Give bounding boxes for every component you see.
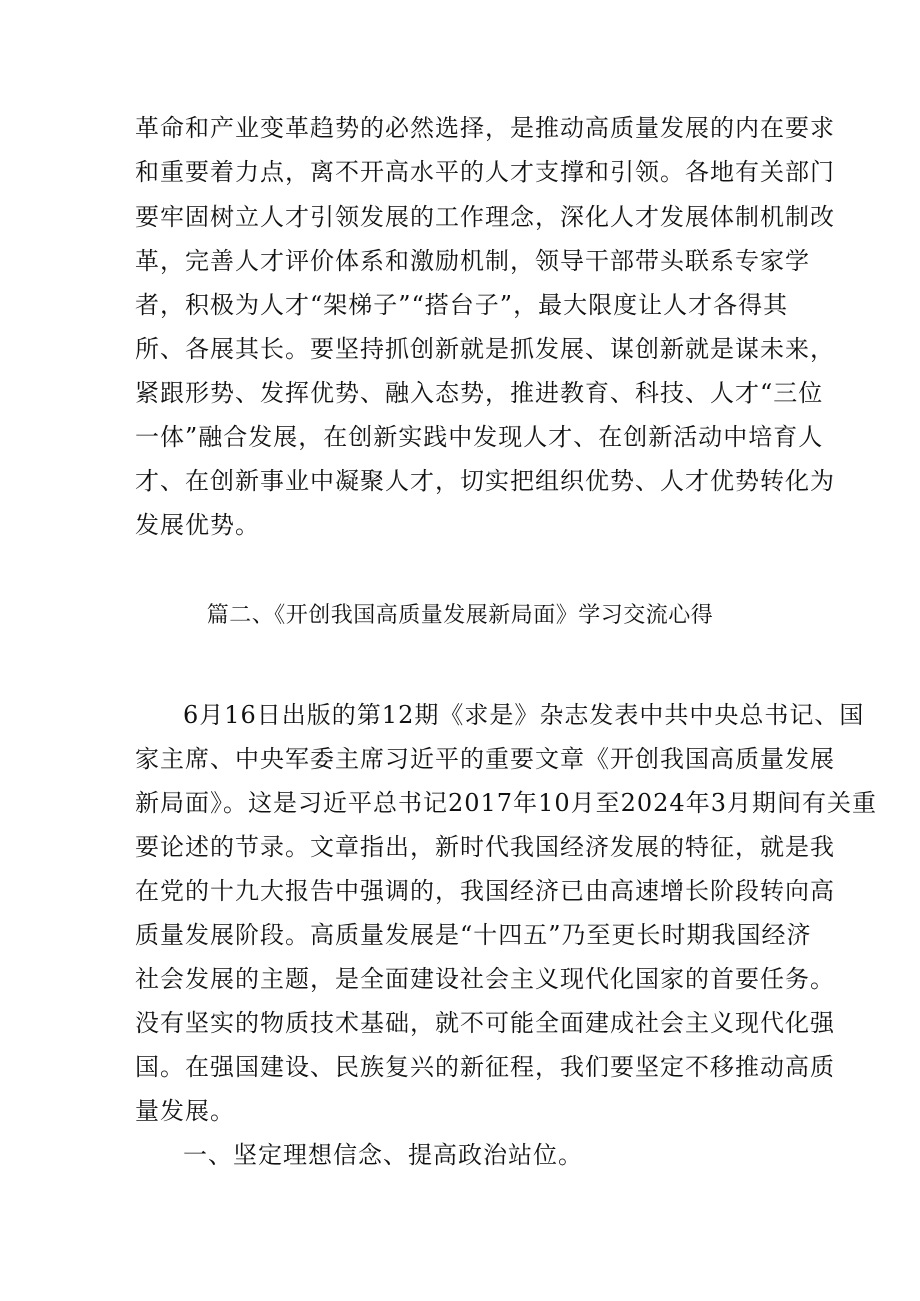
paragraph-line: 紧跟形势、发挥优势、融入态势，推进教育、科技、人才“三位 (135, 379, 824, 407)
subheading: 一、坚定理想信念、提高政治站位。 (183, 1141, 583, 1169)
paragraph-line: 者，积极为人才“架梯子”“搭台子”，最大限度让人才各得其 (135, 291, 789, 319)
paragraph-line: 才、在创新事业中凝聚人才，切实把组织优势、人才优势转化为 (135, 467, 835, 495)
section-title: 篇二、《开创我国高质量发展新局面》学习交流心得 (206, 603, 714, 628)
paragraph-line: 6月16日出版的第12期《求是》杂志发表中共中央总书记、国 (183, 701, 865, 729)
paragraph-line: 质量发展阶段。高质量发展是“十四五”乃至更长时期我国经济 (135, 921, 812, 949)
paragraph-line: 要论述的节录。文章指出，新时代我国经济发展的特征，就是我 (135, 833, 835, 861)
paragraph-line: 一体”融合发展，在创新实践中发现人才、在创新活动中培育人 (135, 423, 824, 451)
paragraph-line: 没有坚实的物质技术基础，就不可能全面建成社会主义现代化强 (135, 1009, 835, 1037)
paragraph-line: 和重要着力点，离不开高水平的人才支撑和引领。各地有关部门 (135, 158, 835, 186)
paragraph-line: 革命和产业变革趋势的必然选择，是推动高质量发展的内在要求 (135, 114, 835, 142)
paragraph-line: 要牢固树立人才引领发展的工作理念，深化人才发展体制机制改 (135, 203, 835, 231)
paragraph-line: 国。在强国建设、民族复兴的新征程，我们要坚定不移推动高质 (135, 1053, 835, 1081)
paragraph-line: 社会发展的主题，是全面建设社会主义现代化国家的首要任务。 (135, 965, 835, 993)
paragraph-line: 所、各展其长。要坚持抓创新就是抓发展、谋创新就是谋未来， (135, 335, 835, 363)
paragraph-line: 在党的十九大报告中强调的，我国经济已由高速增长阶段转向高 (135, 877, 835, 905)
paragraph-line: 革，完善人才评价体系和激励机制，领导干部带头联系专家学 (135, 247, 810, 275)
paragraph-line: 家主席、中央军委主席习近平的重要文章《开创我国高质量发展 (135, 745, 835, 773)
paragraph-line: 量发展。 (135, 1097, 235, 1125)
paragraph-line: 新局面》。这是习近平总书记2017年10月至2024年3月期间有关重 (135, 789, 877, 817)
paragraph-line: 发展优势。 (135, 511, 260, 539)
